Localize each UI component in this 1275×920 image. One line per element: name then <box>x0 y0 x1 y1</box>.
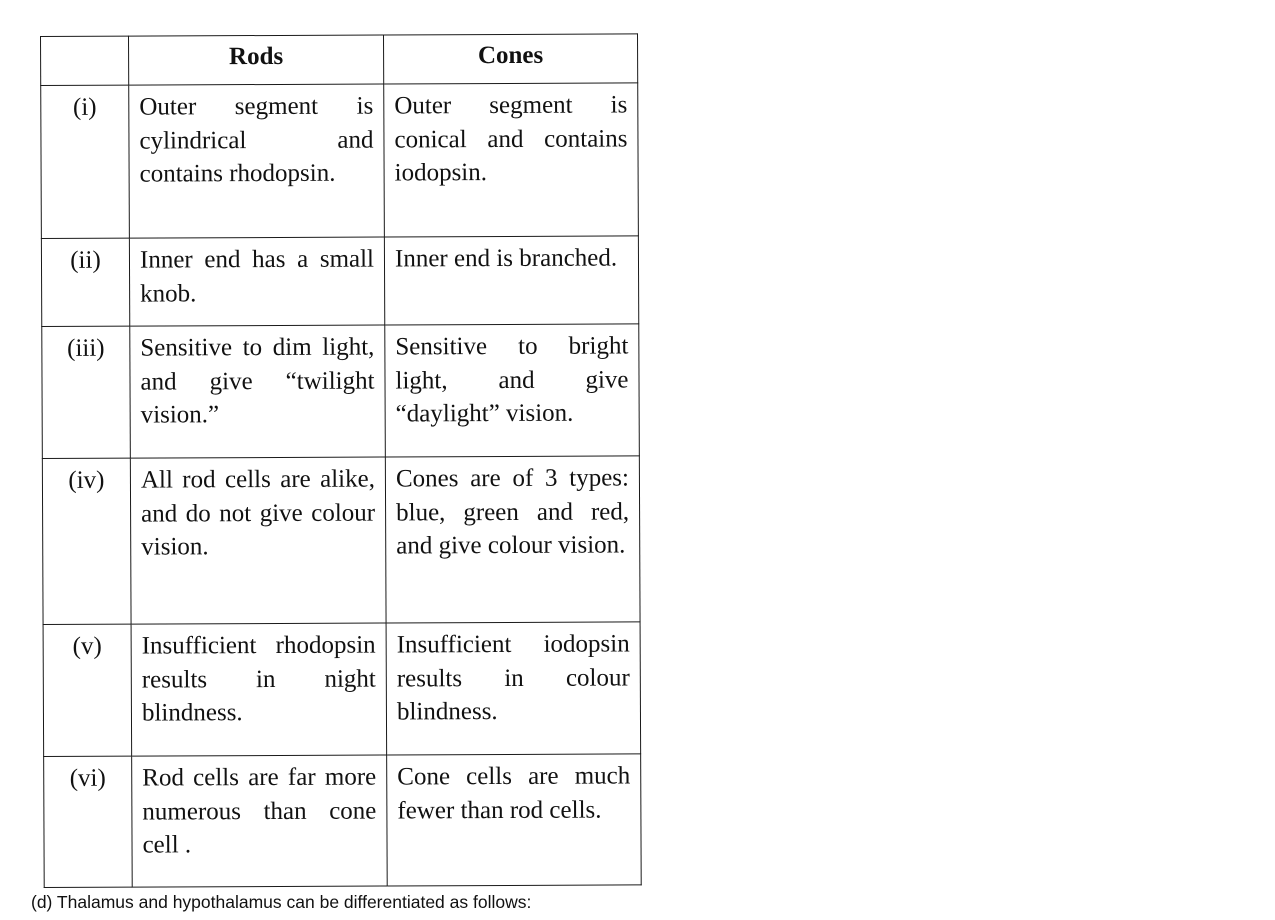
rods-cell: All rod cells are alike, and do not give colour vision. <box>130 457 386 624</box>
header-number-cell <box>41 36 129 85</box>
table-row <box>41 236 638 327</box>
header-rods: Rods <box>129 35 384 85</box>
header-cones: Cones <box>383 34 637 84</box>
caption-text: (d) Thalamus and hypothalamus can be differentiated as follows: <box>31 892 532 912</box>
cones-cell: Cone cells are much fewer than rod cells. <box>387 754 642 886</box>
rods-cell: Rod cells are far more numerous than cone cell . <box>132 755 388 887</box>
rods-cell: Sensitive to dim light, and give “twilight vision.” <box>130 325 386 458</box>
table-row <box>43 622 641 757</box>
cones-cell: Sensitive to bright light, and give “daylight” vision. <box>385 324 640 457</box>
table-row <box>42 456 640 625</box>
row-number: (vi) <box>44 756 133 887</box>
cones-cell: Insufficient iodopsin results in colour blindness. <box>386 622 641 755</box>
comparison-table-container <box>40 36 637 888</box>
rods-cell: Insufficient rhodopsin results in night blindness. <box>131 623 387 756</box>
table-row <box>42 324 640 459</box>
row-number: (iv) <box>42 458 131 624</box>
row-number: (iii) <box>42 326 131 458</box>
rods-cell: Outer segment is cylindrical and contains rhodopsin. <box>129 84 385 238</box>
row-number: (v) <box>43 624 132 756</box>
table-row <box>44 754 642 888</box>
rods-cell: Inner end has a small knob. <box>129 237 384 326</box>
row-number: (i) <box>41 85 130 238</box>
table-header-row <box>41 34 638 86</box>
table-row <box>41 83 639 239</box>
cones-cell: Inner end is branched. <box>384 236 638 325</box>
cones-cell: Cones are of 3 types: blue, green and red, and give colour vision. <box>385 456 640 623</box>
rods-vs-cones-table <box>40 33 642 888</box>
cones-cell: Outer segment is conical and contains iodopsin. <box>384 83 639 237</box>
row-number: (ii) <box>41 238 129 326</box>
